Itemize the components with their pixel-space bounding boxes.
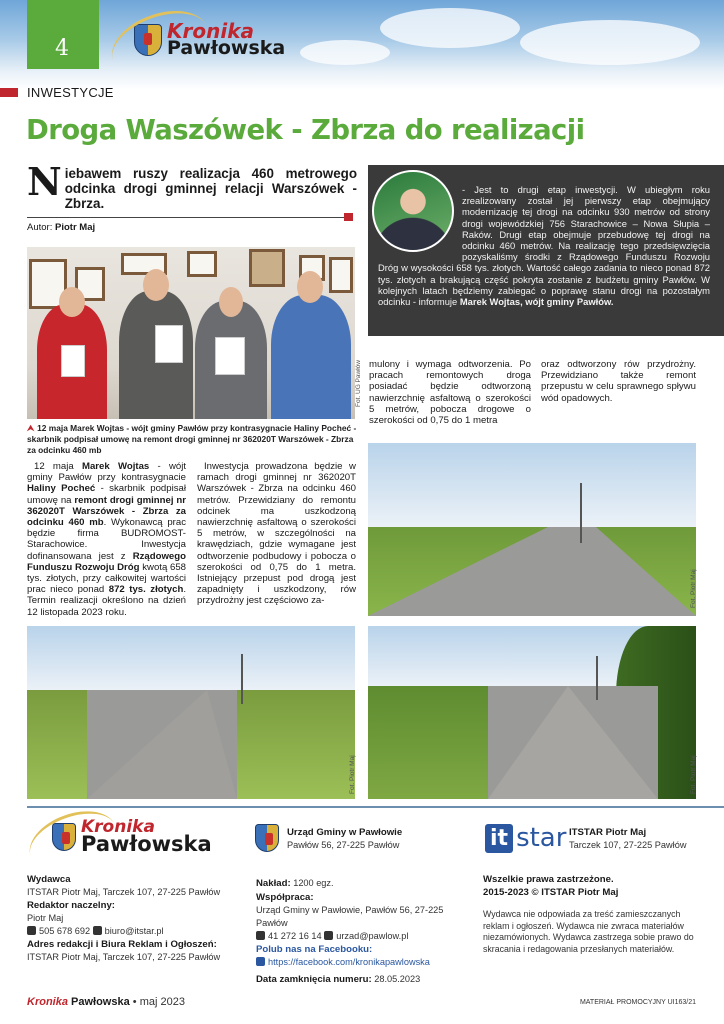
body-text: - wójt gminy Pawłów przy kontrasygnacie <box>27 461 187 484</box>
body-column-2: Inwestycja prowadzona będzie w ramach drogi gminnej nr 362020T Warszówek - Zbrza na odcinku 460 metrów. Przewidziany do remontu odcinek ma uszkodzoną nawierzchnię asfaltową o szerokości 5 metrów, w szczególności na krawędziach, gdzie wymagane jest odtworzenie podbudowy i pobocza o szerokości od 0,75 do 1 metra. Istniejący przepust pod drogą jest zapadnięty i uszkodzony, rów przydrożny jest częściowo za- <box>197 461 356 607</box>
quote-box <box>368 165 724 336</box>
column-right-top: oraz odtworzony rów przydrożny. Przewidziano także remont przepustu w celu sprawnego spływu wód opadowych. <box>541 359 696 404</box>
footer-publisher <box>27 873 242 964</box>
urzad-heading: Urząd Gminy w Pawłowie <box>287 827 403 838</box>
coat-of-arms-icon <box>255 824 279 852</box>
email-icon <box>93 926 102 935</box>
facebook-link[interactable]: https://facebook.com/kronikapawlowska <box>268 957 430 967</box>
article-lead <box>27 159 357 211</box>
data-heading: Data zamknięcia numeru: <box>256 974 372 985</box>
person-4-head <box>297 271 323 303</box>
photo-sky <box>368 443 696 531</box>
itstar-address: Tarczek 107, 27-225 Pawłów <box>569 840 687 850</box>
footer-logo-top: Kronika <box>81 817 155 837</box>
document <box>61 345 85 377</box>
facebook-icon <box>256 957 265 966</box>
rights-line-2: 2015-2023 © ITSTAR Piotr Maj <box>483 887 619 898</box>
mayor-portrait <box>372 170 454 252</box>
document <box>215 337 245 375</box>
itstar-logo <box>485 823 566 853</box>
disclaimer-text: Wydawca nie odpowiada za treść zamieszczanych reklam i ogłoszeń. Wydawca nie zwraca materiałów niezamówionych. Wydawca zastrzega sobie prawo do skracania i redagowania przesłanych materiałów. <box>483 909 694 954</box>
article-headline: Droga Waszówek - Zbrza do realizacji <box>26 114 585 146</box>
wspolpraca-heading: Współpraca: <box>256 892 314 903</box>
body-text: kwotą 658 tys. złotych, przy całkowitej wartości prac nieco ponad <box>27 561 186 596</box>
body-text: - skarbnik podpisał umowę na <box>27 483 186 506</box>
body-bold: 872 tys. złotych <box>108 584 184 596</box>
bottom-issue-date: • maj 2023 <box>129 996 185 1008</box>
header-sky-background <box>0 0 724 90</box>
wall-certificate <box>187 251 217 277</box>
wydawca-heading: Wydawca <box>27 874 71 885</box>
ug-email[interactable]: urzad@pawlow.pl <box>336 931 409 941</box>
body-bold: Marek Wojtas <box>81 461 150 472</box>
section-label: INWESTYCJE <box>27 85 114 100</box>
body-text: . Termin realizacji określono na dzień 12 listopada 2023 roku. <box>27 584 186 618</box>
person-2-head <box>143 269 169 301</box>
utility-pole <box>596 656 598 700</box>
road-surface <box>368 527 696 616</box>
logo-title-top: Kronika <box>167 19 254 43</box>
bottom-logo-top: Kronika <box>27 996 68 1008</box>
phone-icon <box>256 931 265 940</box>
itstar-info <box>569 826 719 852</box>
person-1-head <box>59 287 85 317</box>
wspolpraca-text: Urząd Gminy w Pawłowie, Pawłów 56, 27-225 Pawłów <box>256 905 444 928</box>
wall-certificate <box>249 249 285 287</box>
wydawca-text: ITSTAR Piotr Maj, Tarczek 107, 27-225 Pawłów <box>27 887 221 897</box>
promo-material-label: MATERIAŁ PROMOCYJNY UI163/21 <box>579 999 696 1006</box>
bottom-logo-bottom: Pawłowska <box>67 996 130 1008</box>
photo-credit: Fot. UG Pawłów <box>355 360 362 407</box>
lead-text: iebawem ruszy realizacja 460 metrowego odcinka drogi gminnej relacji Warszówek - Zbrza. <box>64 166 357 211</box>
body-text: 12 maja <box>34 461 82 472</box>
caption-text: 12 maja Marek Wojtas - wójt gminy Pawłów przy kontrasygnacie Haliny Pocheć - skarbnik podpisał umowę na remont drogi gminnej nr 362020T Warszówek - Zbrza za odcinku 460 mb <box>27 423 357 455</box>
body-bold: Rządowego Funduszu Rozwoju Dróg <box>27 550 186 573</box>
ug-phone[interactable]: 41 272 16 14 <box>268 931 322 941</box>
logo-title-bottom: Pawłowska <box>167 37 286 59</box>
quote-text: - Jest to drugi etap inwestycji. W ubiegłym roku zrealizowany został jej pierwszy etap obejmujący modernizację tej drogi na odcinku 930 metrów od strony drogi wojewódzkiej 756 Starachowice – Nowa Słupia – Raków. Drugi etap obejmuje przebudowę tej drogi na odcinku 460 metrów. Na realizację tego przedsięwzięcia pozyskaliśmy środki z Rządowego Funduszu Rozwoju Dróg w wysokości 658 tys. złotych. Wartość całego zadania to nieco ponad 872 tys. złotych a brakującą część pokryta zostanie z budżetu gminy Pawłów. W kolejnych latach będziemy zabiegać o poprawę stanu drogi na pozostałym odcinku - informuje <box>378 184 710 308</box>
lead-divider-marker <box>344 213 353 221</box>
email-address[interactable]: biuro@itstar.pl <box>104 926 164 936</box>
body-bold: remont drogi gminnej nr 362020T Warszówek - Zbrza za odcinku 460 mb <box>27 494 186 529</box>
phone-number[interactable]: 505 678 692 <box>39 926 91 936</box>
bottom-publication-line <box>27 996 185 1008</box>
utility-pole <box>580 483 582 543</box>
utility-pole <box>241 654 243 704</box>
body-text: . Wykonawcą prac będzie firma BUDROMOST-Starachowice. Inwestycja dofinansowana jest z <box>27 517 186 562</box>
wall-certificate <box>329 257 353 293</box>
phone-icon <box>27 926 36 935</box>
cloud <box>300 40 390 65</box>
itstar-heading: ITSTAR Piotr Maj <box>569 827 647 838</box>
naklad-heading: Nakład: <box>256 878 291 889</box>
author-label: Autor: <box>27 222 55 233</box>
itstar-logo-it: it <box>485 824 513 853</box>
person-3-head <box>219 287 243 317</box>
author-line <box>27 222 95 233</box>
redaktor-text: Piotr Maj <box>27 913 64 923</box>
adres-heading: Adres redakcji i Biura Reklam i Ogłoszeń: <box>27 939 217 950</box>
road-photo-3 <box>368 626 696 799</box>
facebook-heading: Polub nas na Facebooku: <box>256 944 373 955</box>
adres-text: ITSTAR Piotr Maj, Tarczek 107, 27-225 Pawłów <box>27 952 221 962</box>
urzad-address: Pawłów 56, 27-225 Pawłów <box>287 840 400 850</box>
naklad-text: 1200 egz. <box>290 878 334 888</box>
lead-divider <box>27 217 347 218</box>
caption-arrow-icon: ⮝ <box>27 423 35 433</box>
footer-logo-bottom: Pawłowska <box>81 832 212 857</box>
footer-details <box>256 873 476 987</box>
data-text: 28.05.2023 <box>371 974 421 984</box>
photo-credit: Fot. Piotr Maj <box>690 755 697 794</box>
road-photo-2 <box>27 626 355 799</box>
signing-photo <box>27 247 362 419</box>
column-mid-top: mulony i wymaga odtworzenia. Po pracach remontowych droga posiadać będzie odtworzoną nawierzchnię asfaltową o szerokości 5 metrów, pobocza drogowe o szerokości od 0,75 do 1 metra <box>369 359 531 427</box>
cloud <box>380 8 520 48</box>
footer-logo-swoosh <box>21 800 124 882</box>
email-icon <box>324 931 333 940</box>
section-marker <box>0 88 18 97</box>
photo-caption <box>27 423 357 456</box>
document <box>155 325 183 363</box>
road-surface <box>87 690 237 799</box>
person-4 <box>271 295 351 419</box>
road-photo-1 <box>368 443 696 616</box>
photo-credit: Fot. Piotr Maj <box>349 755 356 794</box>
photo-sky <box>27 626 355 694</box>
municipality-crest <box>255 824 284 852</box>
photo-credit: Fot. Piotr Maj <box>690 569 697 608</box>
author-name: Piotr Maj <box>55 222 96 233</box>
footer-rights <box>483 873 695 955</box>
lead-dropcap: N <box>27 159 62 204</box>
cloud <box>520 20 700 65</box>
body-bold: Haliny Pocheć <box>27 483 96 495</box>
road-surface <box>488 686 658 799</box>
page-number: 4 <box>27 0 99 69</box>
rights-line-1: Wszelkie prawa zastrzeżone. <box>483 874 614 885</box>
redaktor-heading: Redaktor naczelny: <box>27 900 115 911</box>
footer-divider <box>27 806 724 808</box>
quote-attribution: Marek Wojtas, wójt gminy Pawłów. <box>459 296 614 308</box>
body-column-1 <box>27 461 186 618</box>
municipality-info <box>287 826 467 852</box>
itstar-logo-star: star <box>516 823 567 853</box>
